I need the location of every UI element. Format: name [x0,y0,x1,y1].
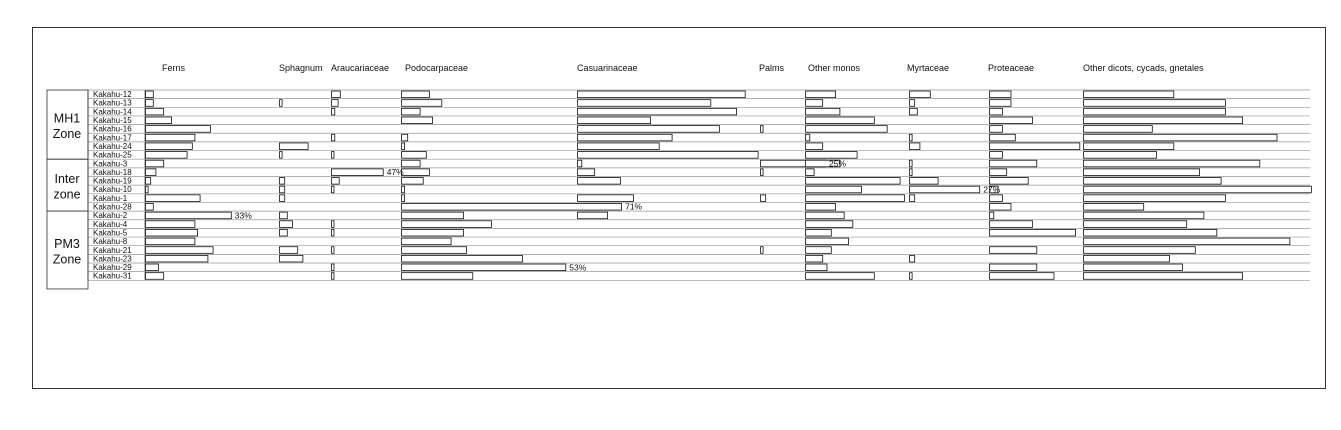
bar-other-monos [806,134,810,141]
sample-label: Kakahu-3 [93,159,128,169]
zone-label: zone [53,187,81,202]
bar-proteaceae [990,108,1003,115]
bar-sphagnum [280,178,285,185]
bar-other-dicots-cycads-gnetales [1084,264,1183,271]
bar-casuarinaceae [578,108,737,115]
bar-proteaceae [990,100,1012,107]
bar-podocarpaceae [402,247,467,254]
bar-podocarpaceae [402,108,421,115]
sample-label: Kakahu-2 [93,211,128,221]
bar-ferns [146,238,195,245]
header-palms: Palms [759,63,785,73]
bar-ferns [146,255,208,262]
bar-other-monos [806,212,845,219]
bar-casuarinaceae [578,195,634,202]
bar-palms [761,126,764,133]
bar-podocarpaceae [402,255,523,262]
bar-other-monos [806,221,853,228]
taxon-headers [162,63,1204,73]
bar-proteaceae [990,178,1029,185]
bar-sphagnum [280,152,283,159]
bar-ferns [146,203,154,210]
bar-other-dicots-cycads-gnetales [1084,126,1153,133]
sample-label: Kakahu-13 [93,98,132,108]
bar-podocarpaceae [402,134,408,141]
bar-sphagnum [280,100,283,107]
bar-other-dicots-cycads-gnetales [1084,195,1226,202]
bar-other-dicots-cycads-gnetales [1084,229,1217,236]
sample-label: Kakahu-12 [93,90,132,100]
bar-other-dicots-cycads-gnetales [1084,238,1290,245]
bar-proteaceae [990,126,1003,133]
bar-other-monos [806,100,823,107]
bar-casuarinaceae [578,152,759,159]
bar-proteaceae [990,152,1003,159]
sample-label: Kakahu-14 [93,107,132,117]
bar-annotation: 33% [234,210,252,221]
bar-ferns [146,108,164,115]
bar-sphagnum [280,186,285,193]
bar-ferns [146,264,159,271]
header-proteaceae: Proteaceae [988,63,1035,73]
sample-label: Kakahu-29 [93,263,132,273]
bar-other-monos [806,273,875,280]
bar-podocarpaceae [402,195,405,202]
zone-label: PM3 [54,237,80,251]
zone-label: Zone [52,127,82,142]
sample-label: Kakahu-10 [93,185,132,195]
bar-casuarinaceae [578,91,746,98]
bar-annotation: 71% [625,201,643,212]
bar-sphagnum [280,143,309,150]
bar-proteaceae [990,212,994,219]
sample-label: Kakahu-18 [93,167,132,177]
bar-other-dicots-cycads-gnetales [1084,212,1204,219]
bar-ferns [146,221,195,228]
bar-myrtaceae [910,100,915,107]
bar-podocarpaceae [402,221,492,228]
bar-casuarinaceae [578,143,660,150]
header-araucariaceae: Araucariaceae [331,63,390,73]
bar-ferns [146,186,149,193]
bar-casuarinaceae [578,126,720,133]
bar-other-monos [806,178,901,185]
bar-other-dicots-cycads-gnetales [1084,100,1226,107]
sample-label: Kakahu-28 [93,202,132,212]
bar-podocarpaceae [402,152,427,159]
bar-myrtaceae [910,178,939,185]
bar-other-dicots-cycads-gnetales [1084,247,1196,254]
bar-other-dicots-cycads-gnetales [1084,186,1312,193]
header-other-monos: Other monos [808,63,861,73]
sample-label: Kakahu-4 [93,219,128,229]
bar-ferns [146,152,188,159]
bar-araucariaceae [332,273,335,280]
bar-annotation: 25% [829,158,847,169]
bar-other-monos [806,238,849,245]
bar-podocarpaceae [402,160,421,167]
bar-ferns [146,134,195,141]
sample-label: Kakahu-16 [93,124,132,134]
bar-araucariaceae [332,178,340,185]
bar-other-monos [806,255,823,262]
bar-other-monos [806,108,840,115]
bar-other-monos [806,195,905,202]
bar-casuarinaceae [578,117,651,124]
bar-proteaceae [990,134,1016,141]
bar-araucariaceae [332,152,335,159]
bar-annotation: 27% [983,184,1001,195]
bar-other-monos [806,264,828,271]
bar-podocarpaceae [402,273,473,280]
bar-proteaceae [990,91,1012,98]
bar-podocarpaceae [402,212,464,219]
bar-araucariaceae [332,91,341,98]
bar-other-monos [806,169,815,176]
bar-ferns [146,229,198,236]
bar-myrtaceae [910,273,913,280]
bar-ferns [146,178,151,185]
bar-other-dicots-cycads-gnetales [1084,108,1226,115]
bar-casuarinaceae [578,178,621,185]
bar-other-dicots-cycads-gnetales [1084,203,1144,210]
bar-other-dicots-cycads-gnetales [1084,117,1243,124]
bar-podocarpaceae [402,203,622,210]
header-sphagnum: Sphagnum [279,63,323,73]
bar-myrtaceae [910,134,913,141]
bar-other-dicots-cycads-gnetales [1084,169,1200,176]
bar-other-monos [806,186,862,193]
bar-other-monos [806,247,832,254]
bar-araucariaceae [332,229,335,236]
bar-other-dicots-cycads-gnetales [1084,221,1187,228]
bar-podocarpaceae [402,91,430,98]
sample-label: Kakahu-1 [93,193,128,203]
bar-araucariaceae [332,108,335,115]
bar-other-dicots-cycads-gnetales [1084,273,1243,280]
bar-myrtaceae [910,160,913,167]
bar-proteaceae [990,169,1007,176]
bar-araucariaceae [332,134,335,141]
bar-araucariaceae [332,169,384,176]
bar-proteaceae [990,117,1033,124]
bar-palms [761,169,764,176]
bar-podocarpaceae [402,229,464,236]
bar-myrtaceae [910,195,915,202]
bar-casuarinaceae [578,134,673,141]
bar-ferns [146,160,164,167]
bar-other-monos [806,91,836,98]
bar-proteaceae [990,273,1055,280]
bar-podocarpaceae [402,186,405,193]
bar-ferns [146,273,164,280]
bar-annotation: 47% [386,167,404,178]
bar-annotation: 53% [569,262,587,273]
bar-other-dicots-cycads-gnetales [1084,152,1157,159]
bar-podocarpaceae [402,143,405,150]
bar-myrtaceae [910,255,915,262]
zone-labels [47,90,88,289]
bar-podocarpaceae [402,100,442,107]
bar-myrtaceae [910,91,931,98]
sample-label: Kakahu-8 [93,237,128,247]
sample-label: Kakahu-24 [93,141,132,151]
bar-other-monos [806,203,836,210]
sample-label: Kakahu-17 [93,133,132,143]
sample-label: Kakahu-31 [93,271,132,281]
bar-sphagnum [280,229,288,236]
bar-araucariaceae [332,186,335,193]
zone-label: Zone [52,252,82,267]
bar-ferns [146,100,154,107]
bar-palms [761,247,764,254]
bar-proteaceae [990,247,1037,254]
sample-label: Kakahu-25 [93,150,132,160]
bar-proteaceae [990,264,1037,271]
bar-proteaceae [990,160,1037,167]
bar-ferns [146,143,193,150]
bar-podocarpaceae [402,169,430,176]
bar-sphagnum [280,247,298,254]
bar-sphagnum [280,195,285,202]
bar-proteaceae [990,221,1033,228]
bar-other-dicots-cycads-gnetales [1084,255,1170,262]
bar-ferns [146,117,172,124]
bar-araucariaceae [332,100,339,107]
bar-myrtaceae [910,143,920,150]
bar-ferns [146,169,156,176]
bar-sphagnum [280,221,293,228]
sample-label: Kakahu-15 [93,116,132,125]
bar-proteaceae [990,143,1080,150]
bar-proteaceae [990,203,1012,210]
sample-label: Kakahu-21 [93,245,132,255]
header-ferns: Ferns [162,63,186,73]
sample-label: Kakahu-23 [93,254,132,264]
bar-casuarinaceae [578,169,595,176]
bar-casuarinaceae [578,100,711,107]
bar-other-dicots-cycads-gnetales [1084,160,1260,167]
bar-ferns [146,212,232,219]
bar-other-dicots-cycads-gnetales [1084,143,1174,150]
header-myrtaceae: Myrtaceae [907,63,950,73]
bar-other-monos [806,152,858,159]
bar-araucariaceae [332,221,335,228]
bar-other-monos [806,143,823,150]
bar-ferns [146,91,154,98]
header-podocarpaceae: Podocarpaceae [405,63,469,73]
bar-other-monos [806,117,875,124]
header-casuarinaceae: Casuarinaceae [577,63,638,73]
bar-other-dicots-cycads-gnetales [1084,91,1174,98]
bar-podocarpaceae [402,117,433,124]
zone-label: Inter [54,172,80,187]
bar-podocarpaceae [402,238,452,245]
bar-other-dicots-cycads-gnetales [1084,134,1278,141]
bar-podocarpaceae [402,178,424,185]
bar-other-monos [806,229,832,236]
bar-palms [761,195,766,202]
sample-label: Kakahu-19 [93,176,132,186]
bar-ferns [146,247,214,254]
bar-podocarpaceae [402,264,566,271]
bar-araucariaceae [332,264,335,271]
bar-proteaceae [990,195,1003,202]
bar-myrtaceae [910,186,980,193]
bar-ferns [146,126,211,133]
zone-label: MH1 [53,111,81,126]
bar-ferns [146,195,201,202]
bar-other-monos [806,126,888,133]
header-other-dicots-cycads-gnetales: Other dicots, cycads, gnetales [1083,63,1204,73]
sample-label: Kakahu-5 [93,228,128,238]
bar-myrtaceae [910,108,918,115]
bar-casuarinaceae [578,212,608,219]
sample-labels [93,90,132,281]
bar-proteaceae [990,229,1076,236]
bar-other-dicots-cycads-gnetales [1084,178,1222,185]
bar-casuarinaceae [578,160,582,167]
bar-sphagnum [280,255,303,262]
bar-myrtaceae [910,169,913,176]
bar-sphagnum [280,212,288,219]
bar-araucariaceae [332,247,335,254]
